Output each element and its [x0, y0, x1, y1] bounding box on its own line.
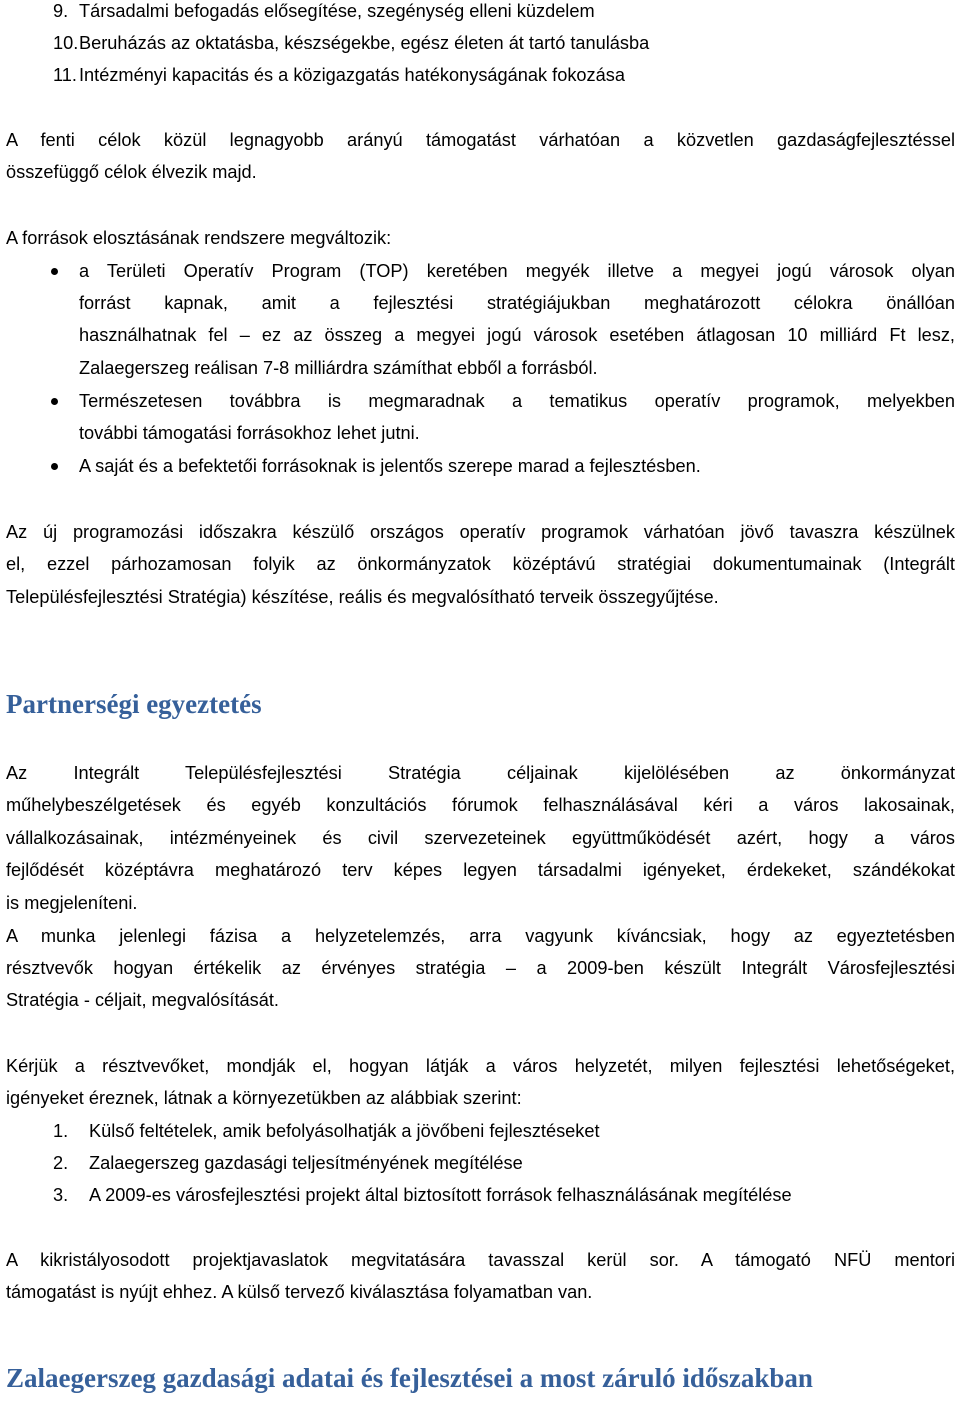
list-text: Beruházás az oktatásba, készségekbe, egész életen át tartó tanulásba: [79, 33, 650, 53]
paragraph-line: el, ezzel párhozamosan folyik az önkormányzatok középtávú stratégiai dokumentumainak (Integrált: [6, 554, 955, 574]
bullet-line: Zalaegerszeg reálisan 7-8 milliárdra számíthat ebből a forrásból.: [79, 358, 598, 378]
list-number: 11.: [53, 65, 77, 85]
bullet-icon: [51, 463, 58, 470]
paragraph-line: igényeket éreznek, látnak a környezetükben az alábbiak szerint:: [6, 1088, 522, 1108]
paragraph-line: műhelybeszélgetések és egyéb konzultációs fórumok felhasználásával kéri a város lakosainak,: [6, 795, 955, 815]
bullet-line: forrást kapnak, amit a fejlesztési stratégiájukban meghatározott célokra önállóan: [79, 293, 955, 313]
bullet-line: Természetesen továbbra is megmaradnak a tematikus operatív programok, melyekben: [79, 391, 955, 411]
paragraph-line: Az Integrált Településfejlesztési Stratégia céljainak kijelölésében az önkormányzat: [6, 763, 955, 783]
list-number: 10.: [53, 33, 79, 53]
bullet-line: további támogatási forrásokhoz lehet jutni.: [79, 423, 420, 443]
list-item: [6, 1152, 955, 1184]
paragraph-line: vállalkozásainak, intézményeinek és civil szervezeteinek együttműködését azért, hogy a város: [6, 828, 955, 848]
list-item: [6, 32, 955, 64]
list-text: Társadalmi befogadás elősegítése, szegénység elleni küzdelem: [79, 1, 595, 21]
paragraph-line: A források elosztásának rendszere megváltozik:: [6, 228, 392, 248]
list-text: Zalaegerszeg gazdasági teljesítményének megítélése: [89, 1153, 523, 1173]
paragraph-line: A fenti célok közül legnagyobb arányú támogatást várhatóan a közvetlen gazdaságfejlesztéssel: [6, 130, 955, 150]
bullet-item: [6, 455, 955, 487]
list-number: 9.: [53, 1, 69, 21]
paragraph-line: Az új programozási időszakra készülő országos operatív programok várhatóan jövő tavaszra készülnek: [6, 522, 955, 542]
paragraph-line: támogatást is nyújt ehhez. A külső tervező kiválasztása folyamatban van.: [6, 1282, 593, 1302]
bullet-icon: [51, 268, 58, 275]
bullet-item: [6, 260, 955, 292]
bullet-continuation: [6, 422, 955, 454]
paragraph-line: is megjeleníteni.: [6, 893, 138, 913]
section-heading: Partnerségi egyeztetés: [6, 689, 262, 719]
bullet-line: használhatnak fel – ez az összeg a megyei jogú városok esetében átlagosan 10 milliárd Ft lesz,: [79, 325, 955, 345]
list-item: [6, 1184, 955, 1216]
paragraph-line: A kikristályosodott projektjavaslatok megvitatására tavasszal kerül sor. A támogató NFÜ mentori: [6, 1250, 955, 1270]
paragraph-line: résztvevők hogyan értékelik az érvényes stratégia – a 2009-ben készült Integrált Városfejlesztési: [6, 958, 955, 978]
bullet-line: A saját és a befektetői forrásoknak is jelentős szerepe marad a fejlesztésben.: [79, 456, 701, 476]
paragraph-line: fejlődését középtávra meghatározó terv képes legyen társadalmi igényeket, érdekeket, szándékokat: [6, 860, 955, 880]
paragraph-line: A munka jelenlegi fázisa a helyzetelemzés, arra vagyunk kíváncsiak, hogy az egyeztetésben: [6, 926, 955, 946]
list-text: Külső feltételek, amik befolyásolhatják a jövőbeni fejlesztéseket: [89, 1121, 600, 1141]
paragraph-line: Településfejlesztési Stratégia) készítése, reális és megvalósítható terveik összegyűjtése.: [6, 587, 719, 607]
list-text: Intézményi kapacitás és a közigazgatás hatékonyságának fokozása: [79, 65, 625, 85]
list-item: [6, 0, 955, 32]
bullet-icon: [51, 398, 58, 405]
list-number: 1.: [53, 1121, 69, 1141]
bullet-continuation: [6, 357, 955, 389]
list-item: [6, 64, 955, 96]
list-item: [6, 1120, 955, 1152]
list-number: 2.: [53, 1153, 69, 1173]
list-number: 3.: [53, 1185, 69, 1205]
paragraph-line: összefüggő célok élvezik majd.: [6, 162, 257, 182]
list-text: A 2009-es városfejlesztési projekt által biztosított források felhasználásának megítélése: [89, 1185, 792, 1205]
bullet-line: a Területi Operatív Program (TOP) keretében megyék illetve a megyei jogú városok olyan: [79, 261, 955, 281]
bullet-item: [6, 390, 955, 422]
paragraph-line: Stratégia - céljait, megvalósítását.: [6, 990, 279, 1010]
section-heading: Zalaegerszeg gazdasági adatai és fejlesztései a most záruló időszakban: [6, 1363, 813, 1393]
paragraph-line: Kérjük a résztvevőket, mondják el, hogyan látják a város helyzetét, milyen fejlesztési lehetőségeket,: [6, 1056, 955, 1076]
bullet-continuation: [6, 292, 955, 324]
bullet-continuation: [6, 324, 955, 356]
